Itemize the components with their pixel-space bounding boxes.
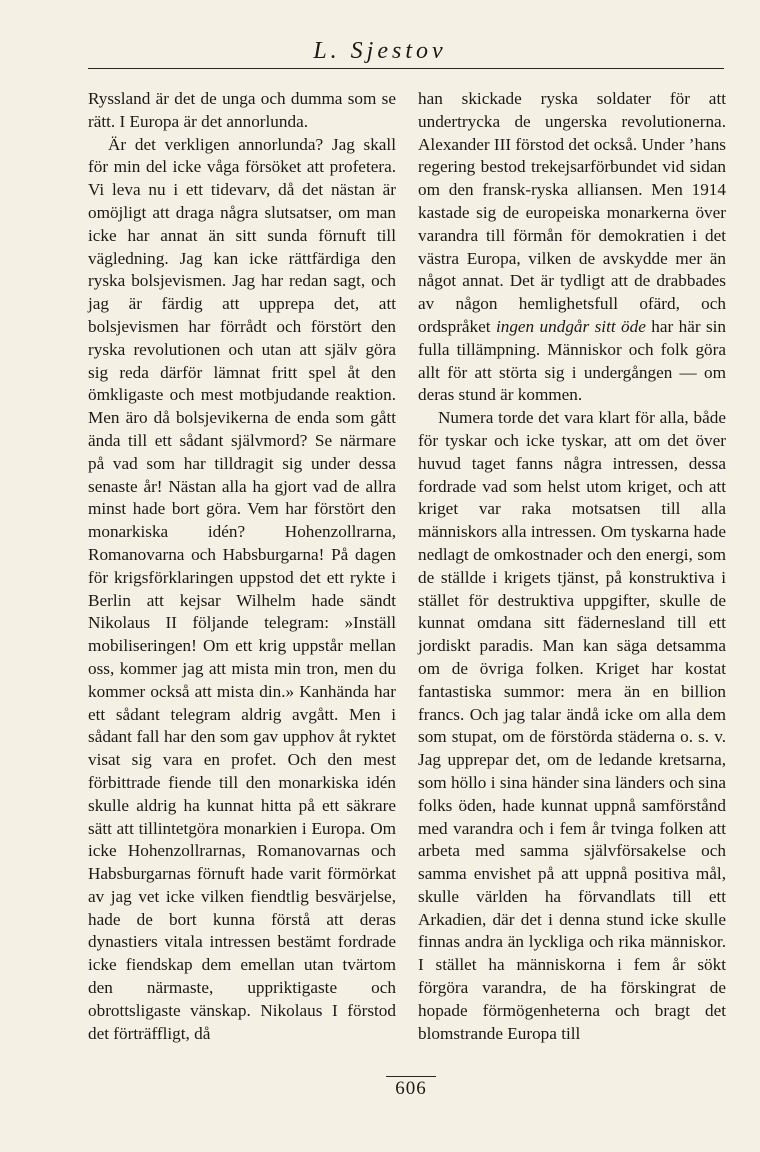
right-paragraph-1: [418, 88, 726, 407]
running-title: L. Sjestov: [313, 38, 447, 64]
right-paragraph-2: Numera torde det vara klart för alla, både för tyskar och icke tyskar, att om det över huvud taget fanns några intressen, dessa fordrade vad som helst utom kriget, och att kriget var raka motsatsen till alla människors alla intressen. Om tyskarna hade nedlagt de omkostnader och den energi, som de ställde i krigets tjänst, på konstruktiva i stället för destruktiva uppgifter, skulle de kunnat omdana sitt fädernesland till ett jordiskt paradis. Man kan säga detsamma om de övriga folken. Kriget har kostat fantastiska summor: mera än en billion francs. Och jag talar ändå icke om alla dem som stupat, om de förstörda städerna o. s. v. Jag upprepar det, om de ledande kretsarna, som höllo i sina händer sina länders och sina folks öden, hade kunnat uppnå samförstånd med varandra och i fem år tvinga folken att arbeta med samma självförsakelse och samma envishet på att uppnå positiva mål, skulle världen ha förvandlats till ett Arkadien, där det i denna stund icke skulle finnas andra än lyckliga och rika människor. I stället ha människorna i fem år sökt förgöra varandra, de ha förskingrat de hopade förmögenheterna och bragt det blomstrande Europa till: [418, 408, 726, 1043]
right-paragraph-1-text-b: har här sin fulla tillämpning. Människor och folk göra allt för att störta sig i undergången — om deras stund är kommen.: [418, 316, 727, 405]
header-rule: [88, 68, 724, 69]
left-column: [88, 88, 396, 1045]
right-column: [418, 88, 726, 1045]
proverb-italic: ingen undgår sitt öde: [495, 316, 646, 336]
right-paragraph-1-text-a: han skickade ryska soldater för att undertrycka de ungerska revolutionerna. Alexander III förstod det också. Under ’hans regering bestod trekejsarförbundet vid sidan om den fransk-ryska alliansen. Men 1914 kastade sig de europeiska monarkerna över varandra till förmån för demokratien i det västra Europa, vilken de avskydde mer än något annat. Det är tydligt att de drabbades av någon hemlighetsfull ofärd, och ordspråket: [418, 89, 726, 336]
left-paragraph-2: Är det verkligen annorlunda? Jag skall för min del icke våga försöket att profetera. Vi leva nu i ett tidevarv, då det nästan är omöjligt att draga några slutsatser, om man icke har annat än sitt sunda förnuft till vägledning. Jag kan icke rättfärdiga den ryska bolsjevismen. Jag har redan sagt, och jag är färdig att upprepa det, att bolsjevismen har förrådt och förstört den ryska revolutionen och utan att själv göra sig reda därför lämnat fritt spel åt den ömkligaste och mest motbjudande reaktion. Men äro då bolsjevikerna de enda som gått ända till ett sådant självmord? Se närmare på vad som har tilldragit sig under dessa senaste år! Nästan alla ha gjort vad de allra minst hade bort göra. Vem har förstört den monarkiska idén? Hohenzollrarna, Romanovarna och Habsburgarna! På dagen för krigsförklaringen uppstod det ett rykte i Berlin att kejsar Wilhelm hade sändt Nikolaus II följande telegram: »Inställ mobiliseringen! Om ett krig uppstår mellan oss, kommer jag att mista min tron, men du kommer också att mista din.» Kanhända har ett sådant telegram aldrig avgått. Men i sådant fall har den som gav upphov åt ryktet visat sig vara en profet. Och den mest förbittrade fiende till den monarkiska idén skulle aldrig ha kunnat hitta på ett säkrare sätt att tillintetgöra monarkien i Europa. Om icke Hohenzollrarnas, Romanovarnas och Habsburgarnas förnuft hade varit förmörkat av jag vet icke vilken fiendtlig besvärjelse, hade de bort kunna förstå att deras dynastiers vitala intressen bestämt fordrade icke fiendskap dem emellan utan tvärtom den närmaste, uppriktigaste och obrottsligaste vänskap. Nikolaus I förstod det förträffligt, då: [88, 134, 396, 1043]
left-paragraph-1: Ryssland är det de unga och dumma som se rätt. I Europa är det annorlunda.: [88, 89, 396, 131]
page-number: 606: [386, 1076, 436, 1100]
